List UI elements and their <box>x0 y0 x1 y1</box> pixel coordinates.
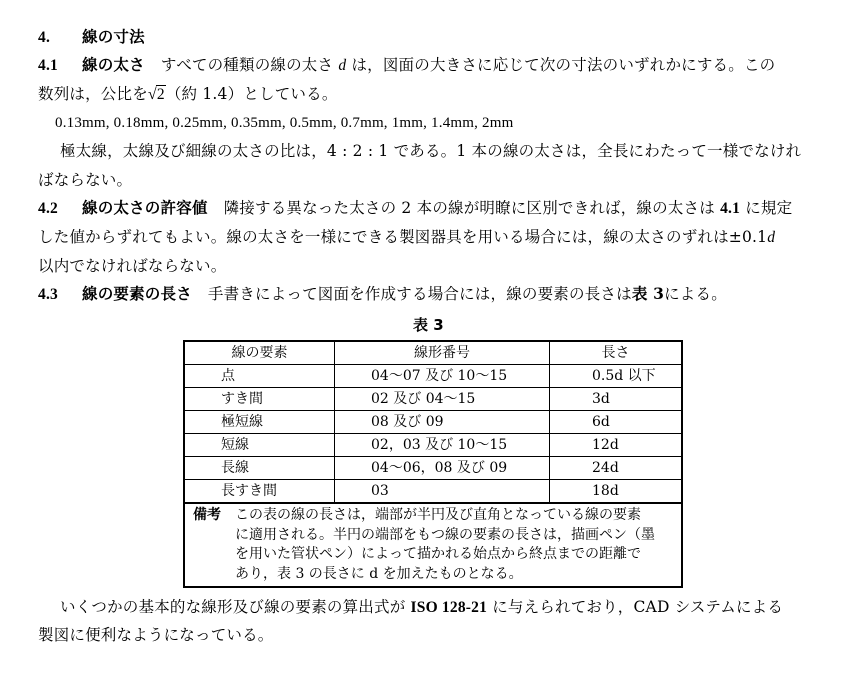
s41-text-d: （約 1.4）としている。 <box>165 85 338 103</box>
cell-element: すき間 <box>185 388 335 411</box>
s41-text-a: すべての種類の線の太さ <box>160 56 334 74</box>
s43-number: 4.3 <box>38 286 58 303</box>
table-row <box>185 457 681 480</box>
s43-text-a: 手書きによって図面を作成する場合には，線の要素の長さは <box>207 285 632 303</box>
s43-text-b: による。 <box>664 285 727 303</box>
table-row <box>185 388 681 411</box>
table-row <box>185 480 681 503</box>
ratio-line-2: ばならない。 <box>38 171 133 189</box>
s42-text-c: した値からずれてもよい。線の太さを一様にできる製図器具を用いる場合には，線の太さのずれは±0.1 <box>38 228 768 246</box>
ratio-line-1: 極太線，太線及び細線の太さの比は，4 : 2 : 1 である。1 本の線の太さは，全長にわたって一様でなけれ <box>60 142 802 160</box>
closing-text-a: いくつかの基本的な線形及び線の要素の算出式が <box>60 598 406 616</box>
s43-ref: 表 3 <box>631 284 665 303</box>
s42-var-d: d <box>767 229 776 246</box>
table-3 <box>183 340 683 588</box>
closing-line-1 <box>60 597 783 618</box>
table-remark <box>185 503 681 584</box>
table-row <box>185 434 681 457</box>
cell-line-type: 04～07 及び 10～15 <box>335 365 550 388</box>
s42-line2 <box>38 227 775 248</box>
s42-line1 <box>38 198 792 219</box>
remark-line: この表の線の長さは，端部が半円及び直角となっている線の要素 <box>235 507 641 523</box>
s43-heading: 線の要素の長さ <box>82 285 192 303</box>
cell-length: 3d <box>550 388 682 411</box>
table-row <box>185 365 681 388</box>
s42-text-b: に規定 <box>745 199 793 217</box>
section-heading <box>38 27 161 48</box>
closing-iso: ISO 128-21 <box>410 599 488 616</box>
header-line-type: 線形番号 <box>335 342 550 365</box>
s42-ref: 4.1 <box>720 200 741 217</box>
table-header-row <box>185 342 681 365</box>
s42-number: 4.2 <box>38 200 58 217</box>
s41-text-b: は，図面の大きさに応じて次の寸法のいずれかにする。この <box>351 56 776 74</box>
remark-line: に適用される。半円の端部をもつ線の要素の長さは，描画ペン（墨 <box>235 526 655 543</box>
s41-number: 4.1 <box>38 57 58 74</box>
header-element: 線の要素 <box>185 342 335 365</box>
s42-heading: 線の太さの許容値 <box>82 199 208 217</box>
cell-length: 18d <box>550 480 682 503</box>
table-caption: 表 3 <box>413 316 444 334</box>
cell-element: 短線 <box>185 434 335 457</box>
s41-var-d: d <box>338 57 347 74</box>
s43-line <box>38 284 727 305</box>
cell-element: 点 <box>185 365 335 388</box>
remark-label: 備考 <box>193 507 221 523</box>
cell-length: 24d <box>550 457 682 480</box>
cell-element: 極短線 <box>185 411 335 434</box>
cell-length: 0.5d 以下 <box>550 365 682 388</box>
s42-text-a: 隣接する異なった太さの 2 本の線が明瞭に区別できれば，線の太さは <box>223 199 715 217</box>
s42-line3: 以内でなければならない。 <box>38 257 227 275</box>
sqrt-argument: 2 <box>156 86 165 103</box>
cell-length: 12d <box>550 434 682 457</box>
line-width-values: 0.13mm, 0.18mm, 0.25mm, 0.35mm, 0.5mm, 0.7mm, 1mm, 1.4mm, 2mm <box>55 115 514 131</box>
section-number: 4. <box>38 29 51 46</box>
sqrt-expression: √2 <box>147 86 165 103</box>
cell-line-type: 08 及び 09 <box>335 411 550 434</box>
cell-element: 長線 <box>185 457 335 480</box>
cell-length: 6d <box>550 411 682 434</box>
cell-line-type: 02，03 及び 10～15 <box>335 434 550 457</box>
header-length: 長さ <box>550 342 682 365</box>
s41-text-c: 数列は，公比を <box>38 85 148 103</box>
cell-element: 長すき間 <box>185 480 335 503</box>
line-element-table <box>185 342 681 503</box>
table-row <box>185 411 681 434</box>
s41-heading: 線の太さ <box>82 56 145 74</box>
closing-line-2: 製図に便利なようになっている。 <box>38 626 274 644</box>
cell-line-type: 03 <box>335 480 550 503</box>
remark-line: あり，表 3 の長さに d を加えたものとなる。 <box>235 565 523 582</box>
s41-line1 <box>38 55 775 76</box>
remark-line: を用いた管状ペン）によって描かれる始点から終点までの距離で <box>235 546 641 562</box>
closing-text-b: に与えられており，CAD システムによる <box>492 598 784 616</box>
table-body <box>185 365 681 503</box>
section-title: 線の寸法 <box>82 28 145 46</box>
s41-line2 <box>38 84 338 105</box>
cell-line-type: 02 及び 04～15 <box>335 388 550 411</box>
cell-line-type: 04～06，08 及び 09 <box>335 457 550 480</box>
